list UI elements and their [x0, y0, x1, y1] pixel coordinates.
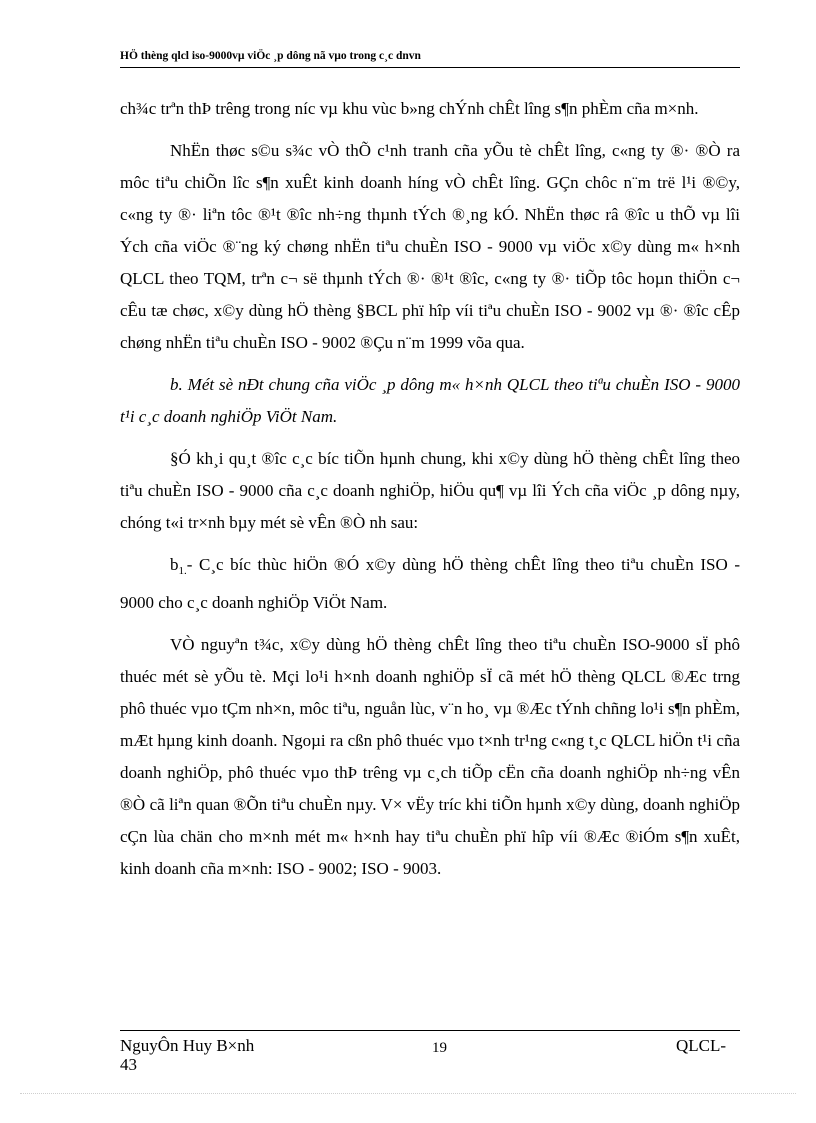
header-divider — [120, 67, 740, 68]
subheading-text: - C¸c bíc thùc hiÖn ®Ó x©y dùng hÖ thèng chÊt lîng theo tiªu chuÈn ISO - 9000 cho c¸c doanh nghiÖp ViÖt Nam. — [120, 555, 740, 612]
page-bottom-dotted-line — [20, 1093, 796, 1094]
footer-class-number: 43 — [120, 1055, 137, 1074]
running-header: HÖ thèng qlcl iso-9000vµ viÖc ¸p dông nã vµo trong c¸c dnvn — [120, 50, 421, 62]
page-number: 19 — [432, 1040, 447, 1056]
footer-divider — [120, 1030, 740, 1031]
paragraph-company: NhËn thøc s©u s¾c vÒ thÕ c¹nh tranh cña yÕu tè chÊt lîng, c«ng ty ®· ®Ò ra môc tiªu chiÕn lîc s¶n xuÊt kinh doanh híng vÒ chÊt lîng. GÇn chôc n¨m trë l¹i ®©y, c«ng ty ®· liªn tôc ®¹t ®îc nh÷ng thµnh tÝch ®¸ng kÓ. NhËn thøc râ ®îc u thÕ vµ lîi Ých cña viÖc ®¨ng ký chøng nhËn tiªu chuÈn ISO - 9000 vµ viÖc x©y dùng m« h×nh QLCL theo TQM, trªn c¬ së thµnh tÝch ®· ®¹t ®îc, c«ng ty ®· tiÕp tôc hoµn thiÖn c¬ cÊu tæ chøc, x©y dùng hÖ thèng §BCL phï hîp víi tiªu chuÈn ISO - 9002 vµ ®· ®îc cÊp chøng nhËn tiªu chuÈn ISO - 9002 ®Çu n¨m 1999 võa qua. — [120, 141, 740, 352]
step-label: b — [170, 555, 179, 574]
section-heading-b: b. Mét sè nÐt chung cña viÖc ¸p dông m« h×nh QLCL theo tiªu chuÈn ISO - 9000 t¹i c¸c doanh nghiÖp ViÖt Nam. — [120, 375, 740, 426]
paragraph-continuation: ch¾c trªn thÞ trêng trong níc vµ khu vùc b»ng chÝnh chÊt lîng s¶n phÈm cña m×nh. — [120, 99, 699, 118]
paragraph-intro: §Ó kh¸i qu¸t ®îc c¸c bíc tiÕn hµnh chung, khi x©y dùng hÖ thèng chÊt lîng theo tiªu chuÈn ISO - 9000 cña c¸c doanh nghiÖp, hiÖu qu¶ vµ lîi Ých cña viÖc ¸p dông nµy, chóng t«i tr×nh bµy mét sè vÊn ®Ò nh sau: — [120, 449, 740, 532]
footer-author: NguyÔn Huy B×nh — [120, 1036, 255, 1055]
paragraph-principle: VÒ nguyªn t¾c, x©y dùng hÖ thèng chÊt lîng theo tiªu chuÈn ISO-9000 sÏ phô thuéc mét sè yÕu tè. Mçi lo¹i h×nh doanh nghiÖp sÏ cã mét hÖ thèng QLCL ®Æc trng phô thuéc vµo tÇm nh×n, môc tiªu, nguån lùc, v¨n ho¸ vµ ®Æc tÝnh chñng lo¹i s¶n phÈm, mÆt hµng kinh doanh. Ngoµi ra cßn phô thuéc vµo t×nh tr¹ng c«ng t¸c QLCL hiÖn t¹i cña doanh nghiÖp, phô thuéc vµo thÞ trêng vµ c¸ch tiÕp cËn cña doanh nghiÖp nh÷ng vÊn ®Ò cã liªn quan ®Õn tiªu chuÈn nµy. V× vËy tríc khi tiÕn hµnh x©y dùng, doanh nghiÖp cÇn lùa chän cho m×nh mét m« h×nh hay tiªu chuÈn phï hîp víi ®Æc ®iÓm s¶n xuÊt, kinh doanh cña m×nh: ISO - 9002; ISO - 9003. — [120, 635, 740, 878]
subheading-b1 — [120, 549, 740, 619]
footer-class-code: QLCL- — [676, 1036, 727, 1055]
document-body — [120, 93, 740, 895]
step-label-subscript: 1. — [178, 565, 187, 577]
